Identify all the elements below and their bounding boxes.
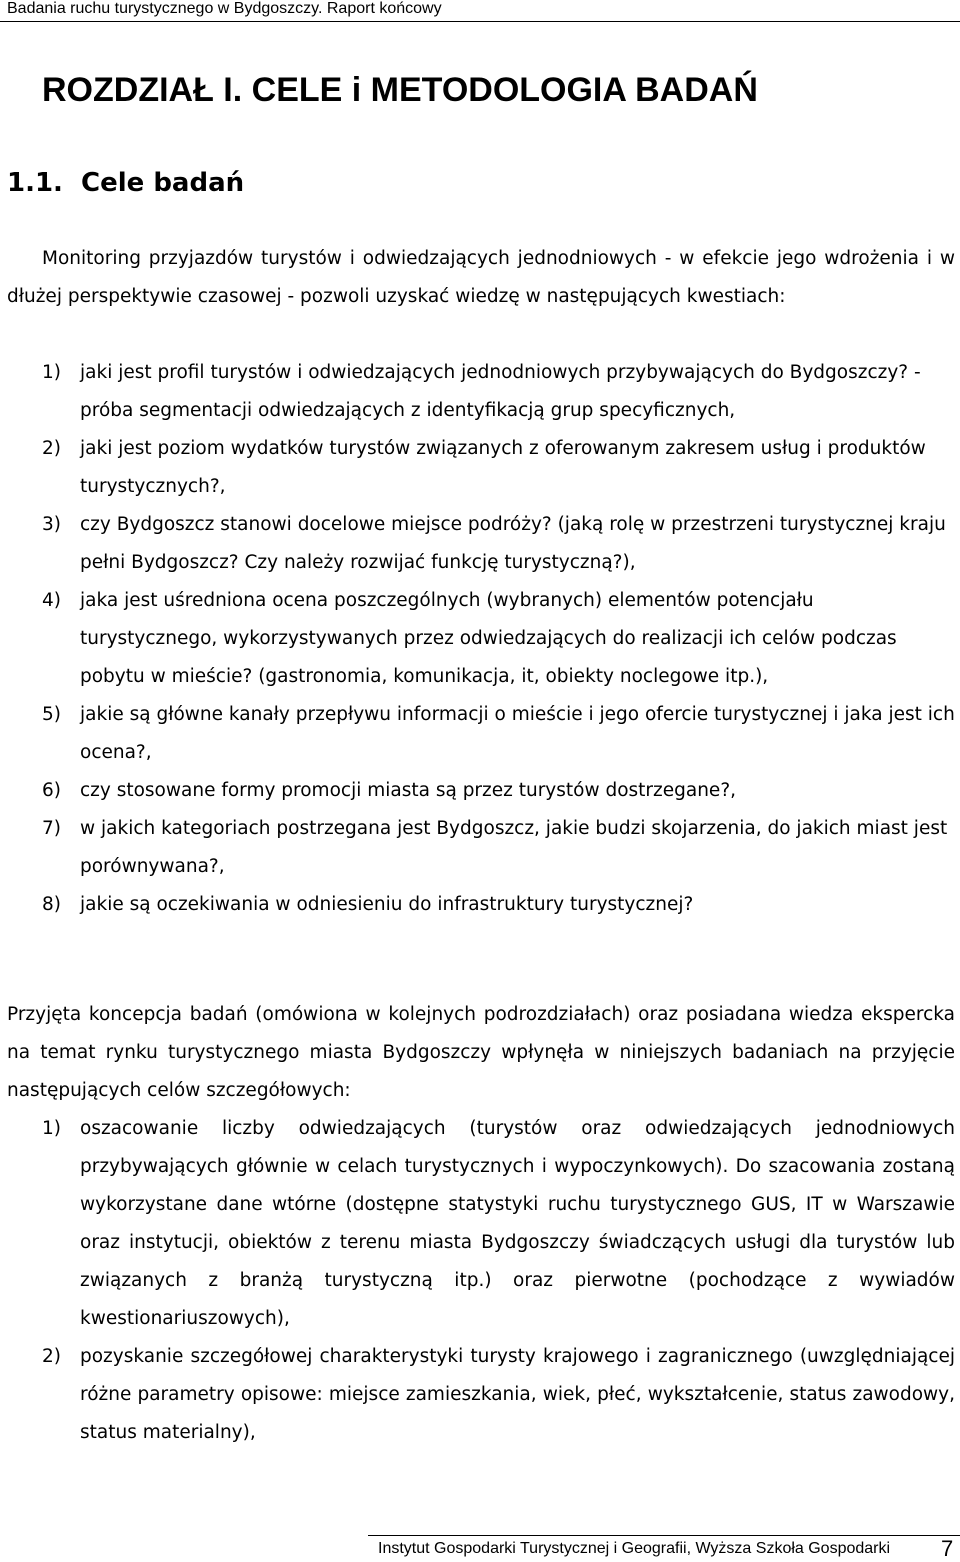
list-item-text: pozyskanie szczegółowej charakterystyki turysty krajowego i zagranicznego (uwzględniającej różne parametry opisowe: miejsce zamieszkania, wiek, płeć, wykształcenie, status zawodowy, status materialny), (80, 1346, 955, 1443)
list-item (7, 582, 955, 696)
list-marker: 3) (42, 514, 61, 535)
list-marker: 2) (42, 438, 61, 459)
list-item (7, 354, 955, 430)
section-heading (7, 164, 244, 202)
list-item-text: jakie są główne kanały przepływu informacji o mieście i jego ofercie turystycznej i jaka jest ich ocena?, (80, 704, 955, 763)
list-item (7, 506, 955, 582)
list-item (7, 886, 955, 924)
list-marker: 4) (42, 590, 61, 611)
header-divider (0, 21, 960, 22)
list-item-text: jaki jest profil turystów i odwiedzających jednodniowych przybywających do Bydgoszczy? - próba segmentacji odwiedzających z identyfikacją grup specyficznych, (80, 362, 921, 421)
intro-paragraph (7, 240, 955, 316)
running-header: Badania ruchu turystycznego w Bydgoszczy. Raport końcowy (7, 0, 442, 17)
page-number: 7 (941, 1536, 954, 1561)
list-item-text: w jakich kategoriach postrzegana jest Bydgoszcz, jakie budzi skojarzenia, do jakich miast jest porównywana?, (80, 818, 948, 877)
list-item-text: czy Bydgoszcz stanowi docelowe miejsce podróży? (jaką rolę w przestrzeni turystycznej kraju pełni Bydgoszcz? Czy należy rozwijać funkcję turystyczną?), (80, 514, 946, 573)
footer-divider (368, 1535, 960, 1536)
research-questions-list (7, 354, 955, 924)
list-item-text: jaki jest poziom wydatków turystów związanych z oferowanym zakresem usług i produktów turystycznych?, (80, 438, 926, 497)
intro-text: Monitoring przyjazdów turystów i odwiedzających jednodniowych - w efekcie jego wdrożenia i w dłużej perspektywie czasowej - pozwoli uzyskać wiedzę w następujących kwestiach: (7, 248, 955, 307)
list-marker: 6) (42, 780, 61, 801)
list-item (7, 430, 955, 506)
list-marker: 5) (42, 704, 61, 725)
section-title: Cele badań (81, 168, 245, 198)
list-marker: 2) (42, 1346, 61, 1367)
footer-institution: Instytut Gospodarki Turystycznej i Geografii, Wyższa Szkoła Gospodarki (378, 1540, 891, 1557)
list-item (7, 696, 955, 772)
specific-goals-list (7, 1110, 955, 1452)
list-item-text: oszacowanie liczby odwiedzających (turystów oraz odwiedzających jednodniowych przybywających głównie w celach turystycznych i wypoczynkowych). Do szacowania zostaną wykorzystane dane wtórne (dostępne statystyki ruchu turystycznego GUS, IT w Warszawie oraz instytucji, obiektów z terenu miasta Bydgoszczy świadczących usługi dla turystów lub związanych z branżą turystyczną itp.) oraz pierwotne (pochodzące z wywiadów kwestionariuszowych), (80, 1118, 955, 1329)
list-item (7, 810, 955, 886)
list-marker: 7) (42, 818, 61, 839)
concept-paragraph: Przyjęta koncepcja badań (omówiona w kolejnych podrozdziałach) oraz posiadana wiedza ekspercka na temat rynku turystycznego miasta Bydgoszczy wpłynęła w niniejszych badaniach na przyjęcie następujących celów szczegółowych: (7, 1004, 955, 1101)
list-item-text: jaka jest uśredniona ocena poszczególnych (wybranych) elementów potencjału turystycznego, wykorzystywanych przez odwiedzających do realizacji ich celów podczas pobytu w mieście? (gastronomia, komunikacja, it, obiekty noclegowe itp.), (80, 590, 897, 687)
list-marker: 8) (42, 894, 61, 915)
section-number: 1.1. (7, 168, 63, 198)
list-marker: 1) (42, 1118, 61, 1139)
list-item-text: jakie są oczekiwania w odniesieniu do infrastruktury turystycznej? (80, 894, 694, 915)
list-marker: 1) (42, 362, 61, 383)
chapter-title: ROZDZIAŁ I. CELE i METODOLOGIA BADAŃ (42, 71, 758, 109)
list-item (7, 772, 955, 810)
list-item (7, 1338, 955, 1452)
list-item-text: czy stosowane formy promocji miasta są przez turystów dostrzegane?, (80, 780, 737, 801)
list-item (7, 1110, 955, 1338)
